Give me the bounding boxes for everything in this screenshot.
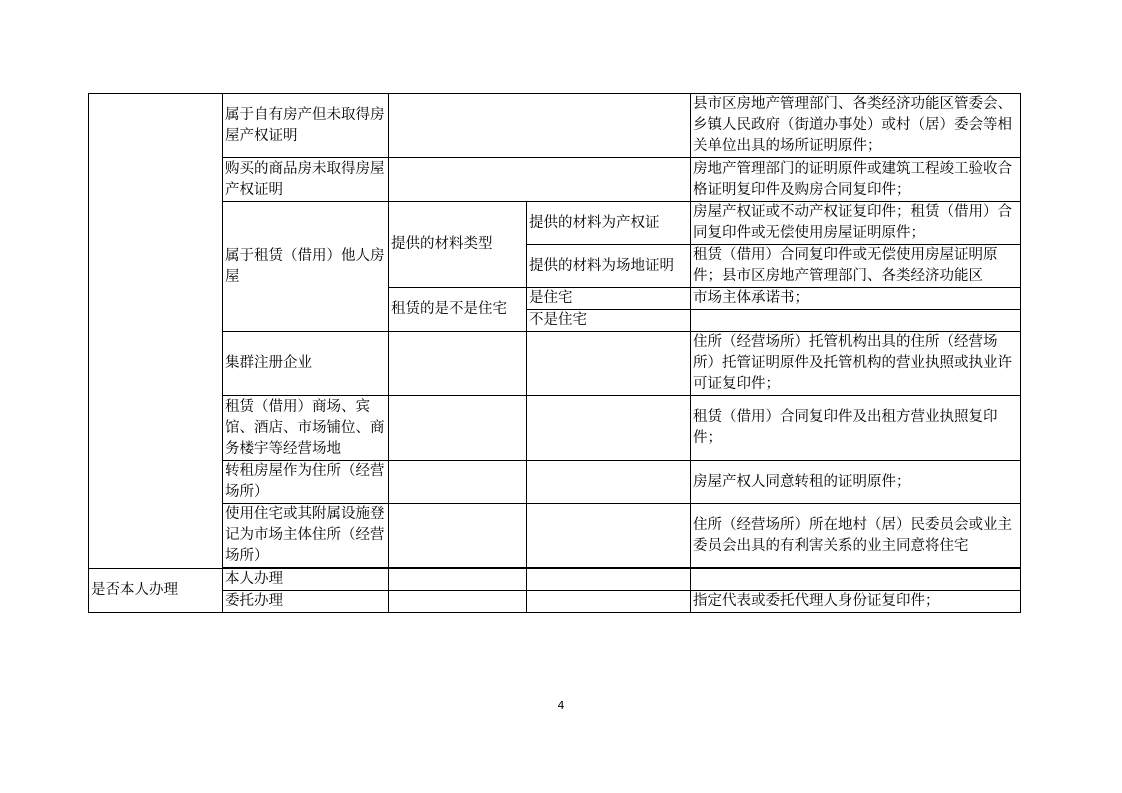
empty-cell xyxy=(389,158,691,202)
table-row xyxy=(89,396,1021,461)
empty-cell xyxy=(527,504,691,568)
materials-cell: 县市区房地产管理部门、各类经济功能区管委会、乡镇人民政府（街道办事处）或村（居）委会等相关单位出具的场所证明原件； xyxy=(691,94,1021,158)
empty-cell xyxy=(527,461,691,504)
situation-cell: 使用住宅或其附属设施登记为市场主体住所（经营场所） xyxy=(223,504,389,568)
situation-cell: 属于租赁（借用）他人房屋 xyxy=(223,202,389,332)
materials-cell: 房屋产权证或不动产权证复印件；租赁（借用）合同复印件或无偿使用房屋证明原件； xyxy=(691,202,1021,245)
table-row xyxy=(89,158,1021,202)
materials-cell: 住所（经营场所）所在地村（居）民委员会或业主委员会出具的有利害关系的业主同意将住宅 xyxy=(691,504,1021,568)
materials-cell: 市场主体承诺书； xyxy=(691,288,1021,310)
materials-cell: 住所（经营场所）托管机构出具的住所（经营场所）托管证明原件及托管机构的营业执照或执业许可证复印件； xyxy=(691,332,1021,396)
empty-cell xyxy=(389,504,527,568)
empty-cell xyxy=(389,461,527,504)
table-row xyxy=(89,461,1021,504)
table-row xyxy=(89,94,1021,158)
materials-cell: 房屋产权人同意转租的证明原件； xyxy=(691,461,1021,504)
empty-cell xyxy=(389,396,527,461)
sub-condition-cell: 提供的材料为场地证明 xyxy=(527,245,691,288)
table-row xyxy=(89,504,1021,568)
empty-cell xyxy=(527,569,691,591)
sub-condition-cell: 是住宅 xyxy=(527,288,691,310)
situation-cell: 委托办理 xyxy=(223,591,389,613)
materials-cell: 租赁（借用）合同复印件及出租方营业执照复印件； xyxy=(691,396,1021,461)
situation-cell: 集群注册企业 xyxy=(223,332,389,396)
situation-cell: 属于自有房产但未取得房屋产权证明 xyxy=(223,94,389,158)
materials-cell xyxy=(691,245,1021,288)
materials-text: 租赁（借用）合同复印件或无偿使用房屋证明原件；县市区房地产管理部门、各类经济功能区 xyxy=(693,247,998,284)
empty-cell xyxy=(389,569,527,591)
empty-cell xyxy=(389,332,527,396)
sub-condition-cell: 提供的材料为产权证 xyxy=(527,202,691,245)
table-row xyxy=(89,591,1021,613)
situation-cell: 租赁（借用）商场、宾馆、酒店、市场铺位、商务楼宇等经营场地 xyxy=(223,396,389,461)
sub-condition-cell: 不是住宅 xyxy=(527,310,691,332)
material-type-label: 提供的材料类型 xyxy=(389,202,527,288)
materials-cell xyxy=(691,569,1021,591)
empty-cell xyxy=(389,591,527,613)
category-cell-empty xyxy=(89,94,223,569)
situation-cell: 本人办理 xyxy=(223,569,389,591)
page-number: 4 xyxy=(557,699,565,712)
materials-cell: 指定代表或委托代理人身份证复印件； xyxy=(691,591,1021,613)
requirements-table xyxy=(88,93,1021,613)
empty-cell xyxy=(389,94,691,158)
materials-cell: 房地产管理部门的证明原件或建筑工程竣工验收合格证明复印件及购房合同复印件； xyxy=(691,158,1021,202)
table-row xyxy=(89,202,1021,245)
situation-cell: 购买的商品房未取得房屋产权证明 xyxy=(223,158,389,202)
empty-cell xyxy=(527,396,691,461)
table-row xyxy=(89,332,1021,396)
table-row xyxy=(89,569,1021,591)
empty-cell xyxy=(527,332,691,396)
self-handling-label: 是否本人办理 xyxy=(89,569,223,613)
situation-cell: 转租房屋作为住所（经营场所） xyxy=(223,461,389,504)
empty-cell xyxy=(527,591,691,613)
residential-label: 租赁的是不是住宅 xyxy=(389,288,527,332)
materials-cell xyxy=(691,310,1021,332)
